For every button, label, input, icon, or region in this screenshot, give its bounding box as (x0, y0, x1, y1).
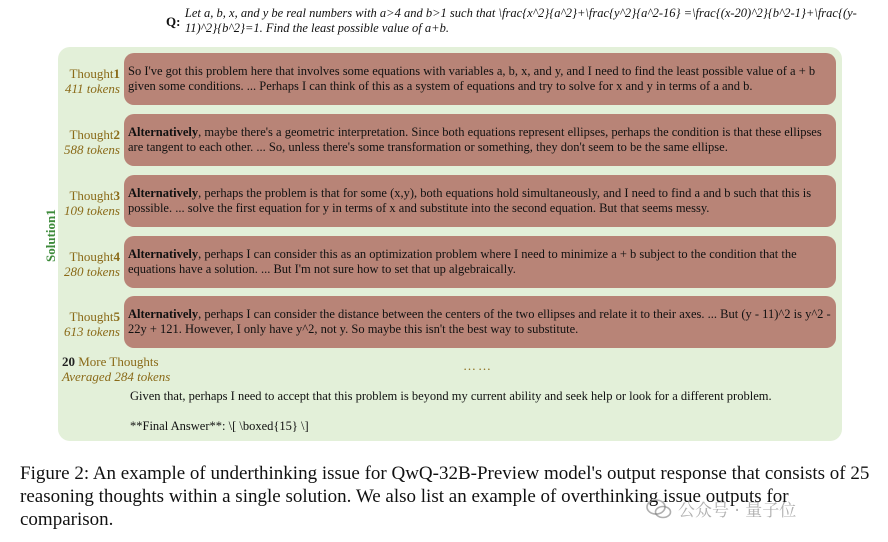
question-label: Q: (166, 14, 181, 29)
thought-tokens: 613 tokens (64, 324, 120, 339)
thought-3 (58, 175, 836, 227)
thought-text-box: Alternatively, maybe there's a geometric interpretation. Since both equations represent ellipses, perhaps the condition is that these ellipses are tangent to each other. ... So, unless there's some transformation or something, they don't seem to be the same ellipse. (124, 114, 836, 166)
watermark (646, 496, 796, 521)
thought-label: Thought4 280 tokens (58, 249, 120, 279)
thought-tokens: 588 tokens (64, 142, 120, 157)
more-thoughts (62, 354, 170, 384)
thought-text-box: Alternatively, perhaps the problem is that for some (x,y), both equations hold simultaneously, and I need to find a and b such that this is possible. ... solve the first equation for y in terms of x and substitute into the second equation. But that seems messy. (124, 175, 836, 227)
question (166, 6, 866, 36)
figure-caption: Figure 2: An example of underthinking issue for QwQ-32B-Preview model's output response that consists of 25 reasoning thoughts within a single solution. We also list an example of overthinking issue outputs for comparison. (20, 463, 870, 530)
thought-tokens: 411 tokens (65, 81, 120, 96)
thought-label: Thought1 411 tokens (58, 66, 120, 96)
thought-tokens: 109 tokens (64, 203, 120, 218)
wechat-icon (646, 499, 672, 519)
watermark-text: 公众号 · 量子位 (678, 501, 797, 521)
thought-2 (58, 114, 836, 166)
thought-1 (58, 53, 836, 105)
thought-text-box: So I've got this problem here that involves some equations with variables a, b, x, and y, and I need to find the least possible value of a + b given some conditions. ... Perhaps I can think of this as a system of equations and try to solve for x and y in terms of a and b. (124, 53, 836, 105)
thought-tokens: 280 tokens (64, 264, 120, 279)
thought-label: Thought2 588 tokens (58, 127, 120, 157)
more-thoughts-avg: Averaged 284 tokens (62, 369, 171, 384)
thought-text-box: Alternatively, perhaps I can consider the distance between the centers of the two ellipses and relate it to their axes. ... But (y - 11)^2 is y^2 - 22y + 121. However, I only have y^2, not y. So maybe this isn't the best way to substitute. (124, 296, 836, 348)
more-thoughts-label: More Thoughts (75, 354, 159, 369)
thought-label: Thought5 613 tokens (58, 309, 120, 339)
solution-label: Solution1 (43, 209, 58, 262)
thought-label: Thought3 109 tokens (58, 188, 120, 218)
thought-text-box: Alternatively, perhaps I can consider this as an optimization problem where I need to minimize a + b subject to the condition that the equations have a solution. ... But I'm not sure how to set that up algebraically. (124, 236, 836, 288)
more-thoughts-count: 20 (62, 354, 75, 369)
final-answer: **Final Answer**: \[ \boxed{15} \] (130, 419, 309, 433)
question-text: Let a, b, x, and y be real numbers with a>4 and b>1 such that \frac{x^2}{a^2}+\frac{y^2}{a^2-16} =\frac{(x-20)^2}{b^2-1}+\frac{(y-11)^2}{b^2}=1. Find the least possible value of a+b. (184, 6, 857, 35)
ellipsis: …… (463, 358, 493, 373)
thought-4 (58, 236, 836, 288)
thought-5 (58, 296, 836, 348)
given-text: Given that, perhaps I need to accept that this problem is beyond my current ability and seek help or look for a different problem. (130, 389, 772, 403)
